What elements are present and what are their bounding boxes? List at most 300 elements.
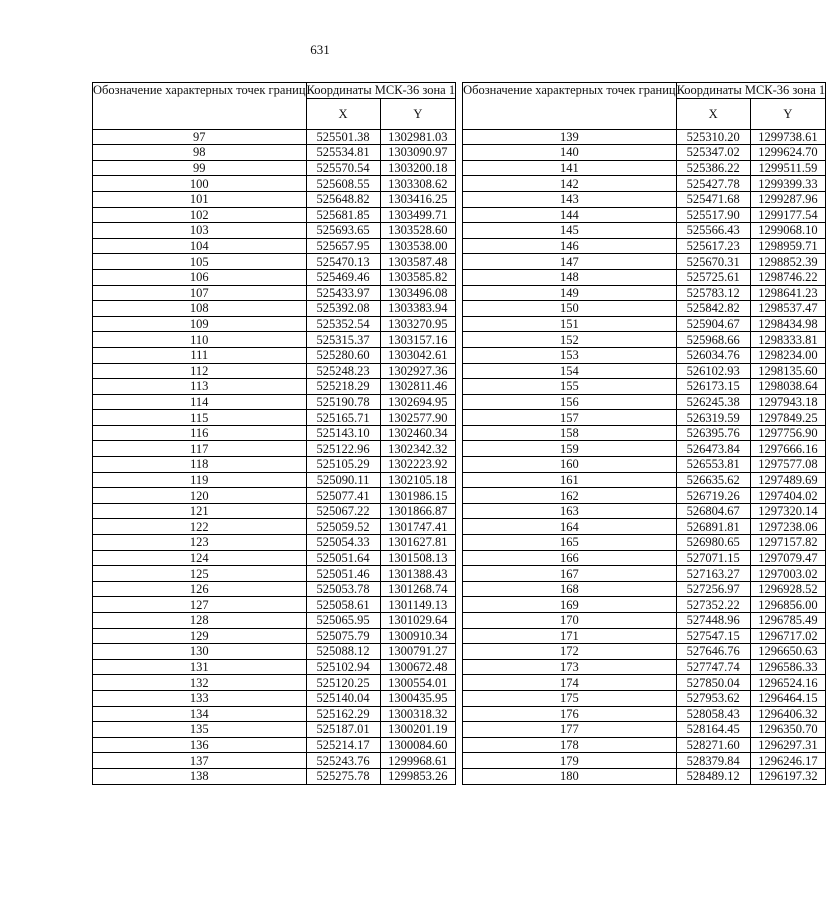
y-cell: 1302105.18 <box>380 472 456 488</box>
y-cell: 1302694.95 <box>380 394 456 410</box>
x-cell: 526395.76 <box>676 425 750 441</box>
table-row <box>93 176 456 192</box>
x-cell: 526804.67 <box>676 503 750 519</box>
point-number-cell: 107 <box>93 285 307 301</box>
table-row <box>93 394 456 410</box>
x-cell: 525051.64 <box>306 550 380 566</box>
table-row <box>463 488 826 504</box>
point-number-cell: 124 <box>93 550 307 566</box>
y-cell: 1303587.48 <box>380 254 456 270</box>
designation-header: Обозначение характерных точек границ <box>463 83 677 130</box>
x-cell: 527646.76 <box>676 644 750 660</box>
point-number-cell: 165 <box>463 535 677 551</box>
point-number-cell: 171 <box>463 628 677 644</box>
x-cell: 526635.62 <box>676 472 750 488</box>
point-number-cell: 140 <box>463 145 677 161</box>
table-row <box>93 410 456 426</box>
table-row <box>463 269 826 285</box>
table-row <box>463 722 826 738</box>
left-table-body <box>93 129 456 784</box>
point-number-cell: 110 <box>93 332 307 348</box>
y-cell: 1296297.31 <box>750 737 826 753</box>
table-row <box>93 191 456 207</box>
y-cell: 1297238.06 <box>750 519 826 535</box>
x-cell: 525608.55 <box>306 176 380 192</box>
table-row <box>93 238 456 254</box>
x-cell: 525469.46 <box>306 269 380 285</box>
point-number-cell: 155 <box>463 379 677 395</box>
table-row <box>463 535 826 551</box>
table-row <box>93 457 456 473</box>
point-number-cell: 158 <box>463 425 677 441</box>
point-number-cell: 137 <box>93 753 307 769</box>
point-number-cell: 141 <box>463 160 677 176</box>
point-number-cell: 180 <box>463 768 677 784</box>
y-cell: 1302223.92 <box>380 457 456 473</box>
y-cell: 1298746.22 <box>750 269 826 285</box>
point-number-cell: 105 <box>93 254 307 270</box>
table-row <box>463 519 826 535</box>
x-cell: 525392.08 <box>306 301 380 317</box>
x-cell: 525783.12 <box>676 285 750 301</box>
y-cell: 1302342.32 <box>380 441 456 457</box>
point-number-cell: 173 <box>463 659 677 675</box>
y-cell: 1302811.46 <box>380 379 456 395</box>
point-number-cell: 175 <box>463 690 677 706</box>
y-cell: 1297943.18 <box>750 394 826 410</box>
table-row <box>463 176 826 192</box>
x-cell: 526102.93 <box>676 363 750 379</box>
y-cell: 1300201.19 <box>380 722 456 738</box>
y-cell: 1299738.61 <box>750 129 826 145</box>
point-number-cell: 115 <box>93 410 307 426</box>
table-row <box>463 597 826 613</box>
x-cell: 525280.60 <box>306 347 380 363</box>
table-row <box>93 301 456 317</box>
page-number: 631 <box>310 42 330 57</box>
table-row <box>93 706 456 722</box>
point-number-cell: 147 <box>463 254 677 270</box>
table-row <box>93 425 456 441</box>
point-number-cell: 177 <box>463 722 677 738</box>
x-cell: 525065.95 <box>306 613 380 629</box>
coordinates-tables <box>92 82 826 785</box>
table-row <box>93 129 456 145</box>
y-cell: 1296928.52 <box>750 581 826 597</box>
y-cell: 1296586.33 <box>750 659 826 675</box>
table-row <box>463 238 826 254</box>
point-number-cell: 109 <box>93 316 307 332</box>
table-row <box>463 316 826 332</box>
y-cell: 1301747.41 <box>380 519 456 535</box>
point-number-cell: 151 <box>463 316 677 332</box>
point-number-cell: 164 <box>463 519 677 535</box>
point-number-cell: 162 <box>463 488 677 504</box>
table-row <box>463 690 826 706</box>
x-cell: 525243.76 <box>306 753 380 769</box>
table-row <box>93 737 456 753</box>
table-row <box>93 566 456 582</box>
x-cell: 525693.65 <box>306 223 380 239</box>
y-cell: 1297756.90 <box>750 425 826 441</box>
table-row <box>463 472 826 488</box>
y-cell: 1298135.60 <box>750 363 826 379</box>
y-cell: 1297320.14 <box>750 503 826 519</box>
point-number-cell: 129 <box>93 628 307 644</box>
point-number-cell: 131 <box>93 659 307 675</box>
y-cell: 1297666.16 <box>750 441 826 457</box>
table-row <box>93 503 456 519</box>
point-number-cell: 98 <box>93 145 307 161</box>
x-cell: 527547.15 <box>676 628 750 644</box>
y-cell: 1300791.27 <box>380 644 456 660</box>
x-cell: 525054.33 <box>306 535 380 551</box>
table-row <box>93 644 456 660</box>
table-row <box>463 550 826 566</box>
y-cell: 1298234.00 <box>750 347 826 363</box>
y-cell: 1301268.74 <box>380 581 456 597</box>
table-row <box>93 628 456 644</box>
x-cell: 526719.26 <box>676 488 750 504</box>
table-row <box>463 457 826 473</box>
y-cell: 1303528.60 <box>380 223 456 239</box>
table-row <box>463 768 826 784</box>
x-cell: 527850.04 <box>676 675 750 691</box>
point-number-cell: 170 <box>463 613 677 629</box>
table-row <box>93 285 456 301</box>
y-cell: 1300672.48 <box>380 659 456 675</box>
table-row <box>463 363 826 379</box>
point-number-cell: 179 <box>463 753 677 769</box>
x-cell: 525904.67 <box>676 316 750 332</box>
y-cell: 1302981.03 <box>380 129 456 145</box>
x-cell: 525617.23 <box>676 238 750 254</box>
point-number-cell: 103 <box>93 223 307 239</box>
table-row <box>463 706 826 722</box>
y-header: Y <box>380 98 456 129</box>
table-row <box>93 223 456 239</box>
point-number-cell: 172 <box>463 644 677 660</box>
y-cell: 1302927.36 <box>380 363 456 379</box>
table-row <box>463 223 826 239</box>
y-cell: 1303157.16 <box>380 332 456 348</box>
x-cell: 525517.90 <box>676 207 750 223</box>
x-cell: 525725.61 <box>676 269 750 285</box>
point-number-cell: 156 <box>463 394 677 410</box>
y-cell: 1296197.32 <box>750 768 826 784</box>
x-cell: 525566.43 <box>676 223 750 239</box>
y-cell: 1297489.69 <box>750 472 826 488</box>
table-row <box>93 768 456 784</box>
table-row <box>93 690 456 706</box>
x-cell: 525077.41 <box>306 488 380 504</box>
y-cell: 1296856.00 <box>750 597 826 613</box>
x-cell: 526245.38 <box>676 394 750 410</box>
table-row <box>463 659 826 675</box>
y-cell: 1299968.61 <box>380 753 456 769</box>
point-number-cell: 116 <box>93 425 307 441</box>
y-cell: 1303416.25 <box>380 191 456 207</box>
y-header: Y <box>750 98 826 129</box>
table-row <box>93 519 456 535</box>
y-cell: 1301029.64 <box>380 613 456 629</box>
y-cell: 1303308.62 <box>380 176 456 192</box>
y-cell: 1299511.59 <box>750 160 826 176</box>
table-row <box>463 145 826 161</box>
x-cell: 527163.27 <box>676 566 750 582</box>
coords-header: Координаты МСК-36 зона 1 <box>676 83 826 98</box>
y-cell: 1297849.25 <box>750 410 826 426</box>
table-row <box>93 613 456 629</box>
y-cell: 1303383.94 <box>380 301 456 317</box>
x-cell: 525501.38 <box>306 129 380 145</box>
point-number-cell: 166 <box>463 550 677 566</box>
coordinates-table-right <box>462 82 826 785</box>
x-cell: 525842.82 <box>676 301 750 317</box>
table-row <box>463 207 826 223</box>
x-cell: 526173.15 <box>676 379 750 395</box>
point-number-cell: 144 <box>463 207 677 223</box>
x-cell: 528379.84 <box>676 753 750 769</box>
point-number-cell: 154 <box>463 363 677 379</box>
table-row <box>93 441 456 457</box>
point-number-cell: 135 <box>93 722 307 738</box>
point-number-cell: 97 <box>93 129 307 145</box>
x-cell: 525657.95 <box>306 238 380 254</box>
y-cell: 1299068.10 <box>750 223 826 239</box>
point-number-cell: 176 <box>463 706 677 722</box>
point-number-cell: 159 <box>463 441 677 457</box>
x-cell: 527352.22 <box>676 597 750 613</box>
x-cell: 525075.79 <box>306 628 380 644</box>
table-row <box>463 129 826 145</box>
table-row <box>463 410 826 426</box>
table-row <box>93 581 456 597</box>
y-cell: 1300084.60 <box>380 737 456 753</box>
table-row <box>93 207 456 223</box>
y-cell: 1303090.97 <box>380 145 456 161</box>
point-number-cell: 126 <box>93 581 307 597</box>
x-cell: 527448.96 <box>676 613 750 629</box>
x-cell: 525315.37 <box>306 332 380 348</box>
point-number-cell: 167 <box>463 566 677 582</box>
coords-header: Координаты МСК-36 зона 1 <box>306 83 456 98</box>
y-cell: 1303496.08 <box>380 285 456 301</box>
x-cell: 526034.76 <box>676 347 750 363</box>
point-number-cell: 136 <box>93 737 307 753</box>
y-cell: 1301149.13 <box>380 597 456 613</box>
y-cell: 1296650.63 <box>750 644 826 660</box>
point-number-cell: 143 <box>463 191 677 207</box>
point-number-cell: 163 <box>463 503 677 519</box>
table-row <box>93 753 456 769</box>
x-cell: 525102.94 <box>306 659 380 675</box>
table-row <box>463 425 826 441</box>
x-header: X <box>676 98 750 129</box>
y-cell: 1298852.39 <box>750 254 826 270</box>
point-number-cell: 134 <box>93 706 307 722</box>
y-cell: 1303499.71 <box>380 207 456 223</box>
x-cell: 525165.71 <box>306 410 380 426</box>
table-row <box>93 535 456 551</box>
table-row <box>93 363 456 379</box>
x-cell: 525347.02 <box>676 145 750 161</box>
point-number-cell: 149 <box>463 285 677 301</box>
point-number-cell: 148 <box>463 269 677 285</box>
point-number-cell: 152 <box>463 332 677 348</box>
y-cell: 1303042.61 <box>380 347 456 363</box>
point-number-cell: 168 <box>463 581 677 597</box>
table-row <box>93 659 456 675</box>
x-cell: 526553.81 <box>676 457 750 473</box>
point-number-cell: 178 <box>463 737 677 753</box>
x-cell: 526319.59 <box>676 410 750 426</box>
x-cell: 525570.54 <box>306 160 380 176</box>
y-cell: 1299399.33 <box>750 176 826 192</box>
table-row <box>463 285 826 301</box>
x-cell: 525534.81 <box>306 145 380 161</box>
table-row <box>463 347 826 363</box>
y-cell: 1300910.34 <box>380 628 456 644</box>
x-cell: 525275.78 <box>306 768 380 784</box>
x-cell: 525143.10 <box>306 425 380 441</box>
table-row <box>463 613 826 629</box>
y-cell: 1296350.70 <box>750 722 826 738</box>
point-number-cell: 99 <box>93 160 307 176</box>
table-row <box>463 301 826 317</box>
point-number-cell: 113 <box>93 379 307 395</box>
x-cell: 525051.46 <box>306 566 380 582</box>
y-cell: 1297003.02 <box>750 566 826 582</box>
y-cell: 1296406.32 <box>750 706 826 722</box>
x-cell: 526980.65 <box>676 535 750 551</box>
y-cell: 1296524.16 <box>750 675 826 691</box>
table-row <box>93 332 456 348</box>
x-cell: 528164.45 <box>676 722 750 738</box>
x-cell: 525471.68 <box>676 191 750 207</box>
point-number-cell: 174 <box>463 675 677 691</box>
x-cell: 525058.61 <box>306 597 380 613</box>
coordinates-table-left <box>92 82 456 785</box>
y-cell: 1302577.90 <box>380 410 456 426</box>
point-number-cell: 130 <box>93 644 307 660</box>
point-number-cell: 102 <box>93 207 307 223</box>
x-cell: 525053.78 <box>306 581 380 597</box>
y-cell: 1300554.01 <box>380 675 456 691</box>
x-cell: 525067.22 <box>306 503 380 519</box>
x-cell: 525310.20 <box>676 129 750 145</box>
y-cell: 1303585.82 <box>380 269 456 285</box>
table-row <box>93 675 456 691</box>
table-row <box>463 394 826 410</box>
point-number-cell: 120 <box>93 488 307 504</box>
point-number-cell: 121 <box>93 503 307 519</box>
designation-header: Обозначение характерных точек границ <box>93 83 307 130</box>
y-cell: 1297577.08 <box>750 457 826 473</box>
point-number-cell: 161 <box>463 472 677 488</box>
x-cell: 526891.81 <box>676 519 750 535</box>
point-number-cell: 106 <box>93 269 307 285</box>
x-cell: 525681.85 <box>306 207 380 223</box>
y-cell: 1296246.17 <box>750 753 826 769</box>
table-row <box>93 722 456 738</box>
point-number-cell: 123 <box>93 535 307 551</box>
table-row <box>463 254 826 270</box>
table-row <box>93 472 456 488</box>
point-number-cell: 146 <box>463 238 677 254</box>
x-cell: 525120.25 <box>306 675 380 691</box>
point-number-cell: 125 <box>93 566 307 582</box>
x-header: X <box>306 98 380 129</box>
y-cell: 1301388.43 <box>380 566 456 582</box>
x-cell: 528489.12 <box>676 768 750 784</box>
y-cell: 1297079.47 <box>750 550 826 566</box>
point-number-cell: 139 <box>463 129 677 145</box>
y-cell: 1301627.81 <box>380 535 456 551</box>
table-row <box>463 675 826 691</box>
x-cell: 525352.54 <box>306 316 380 332</box>
x-cell: 525162.29 <box>306 706 380 722</box>
table-row <box>93 316 456 332</box>
point-number-cell: 111 <box>93 347 307 363</box>
table-row <box>93 145 456 161</box>
y-cell: 1299624.70 <box>750 145 826 161</box>
y-cell: 1296717.02 <box>750 628 826 644</box>
table-row <box>463 737 826 753</box>
point-number-cell: 160 <box>463 457 677 473</box>
point-number-cell: 153 <box>463 347 677 363</box>
y-cell: 1301866.87 <box>380 503 456 519</box>
table-row <box>463 644 826 660</box>
table-row <box>93 379 456 395</box>
right-table-body <box>463 129 826 784</box>
table-row <box>463 628 826 644</box>
point-number-cell: 101 <box>93 191 307 207</box>
y-cell: 1298434.98 <box>750 316 826 332</box>
y-cell: 1301508.13 <box>380 550 456 566</box>
x-cell: 525187.01 <box>306 722 380 738</box>
x-cell: 525122.96 <box>306 441 380 457</box>
x-cell: 525470.13 <box>306 254 380 270</box>
x-cell: 525059.52 <box>306 519 380 535</box>
table-row <box>463 379 826 395</box>
table-row <box>463 160 826 176</box>
x-cell: 526473.84 <box>676 441 750 457</box>
y-cell: 1299853.26 <box>380 768 456 784</box>
x-cell: 525386.22 <box>676 160 750 176</box>
table-row <box>93 160 456 176</box>
x-cell: 527256.97 <box>676 581 750 597</box>
y-cell: 1303270.95 <box>380 316 456 332</box>
y-cell: 1297157.82 <box>750 535 826 551</box>
y-cell: 1296785.49 <box>750 613 826 629</box>
y-cell: 1297404.02 <box>750 488 826 504</box>
x-cell: 525433.97 <box>306 285 380 301</box>
table-row <box>93 597 456 613</box>
y-cell: 1303538.00 <box>380 238 456 254</box>
x-cell: 525088.12 <box>306 644 380 660</box>
point-number-cell: 150 <box>463 301 677 317</box>
point-number-cell: 122 <box>93 519 307 535</box>
x-cell: 527747.74 <box>676 659 750 675</box>
table-row <box>93 488 456 504</box>
point-number-cell: 108 <box>93 301 307 317</box>
x-cell: 525140.04 <box>306 690 380 706</box>
x-cell: 528271.60 <box>676 737 750 753</box>
y-cell: 1298038.64 <box>750 379 826 395</box>
x-cell: 525190.78 <box>306 394 380 410</box>
y-cell: 1298641.23 <box>750 285 826 301</box>
